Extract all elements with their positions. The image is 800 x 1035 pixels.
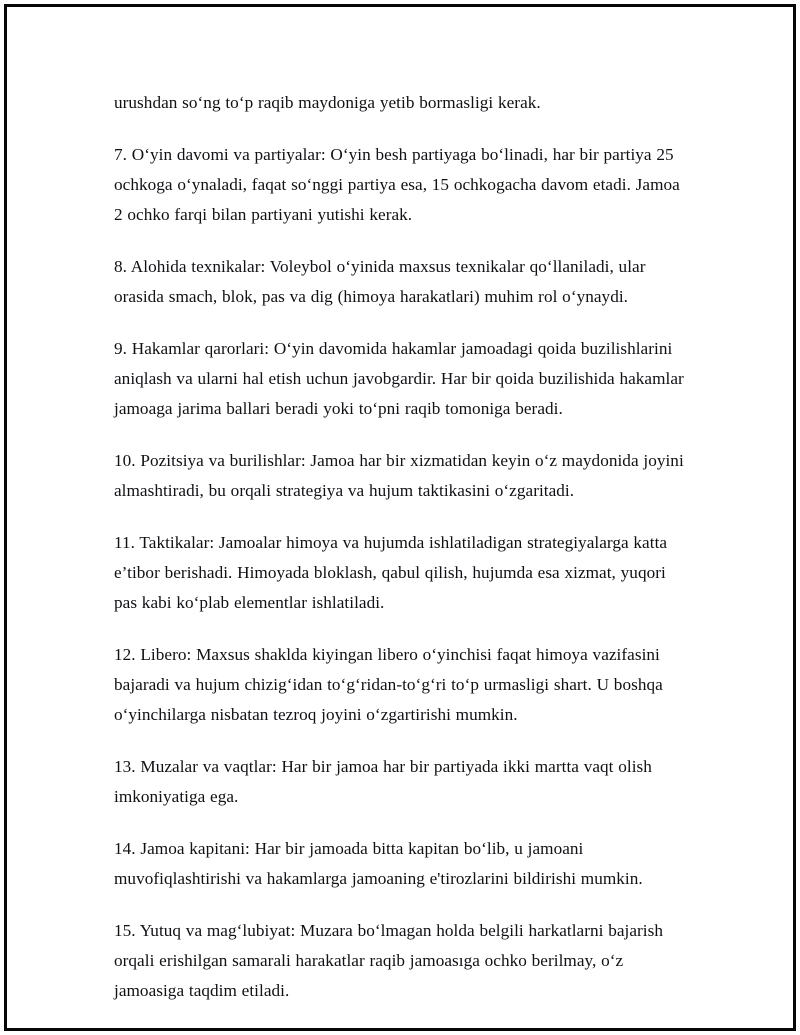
paragraph-rule-11: 11. Taktikalar: Jamoalar himoya va hujumda ishlatiladigan strategiyalarga katta e’tibor berishadi. Himoyada bloklash, qabul qilish, hujumda esa xizmat, yuqori pas kabi ko‘plab elementlar ishlatiladi. xyxy=(114,533,668,612)
paragraph-rule-15: 15. Yutuq va mag‘lubiyat: Muzara bo‘lmagan holda belgili harkatlarni bajarish orqali erishilgan samarali harakatlar raqib jamoasıga ochko berilmay, o‘z jamoasiga taqdim etiladi. xyxy=(114,921,664,1000)
paragraph-continuation-rule-6: urushdan so‘ng to‘p raqib maydoniga yetib bormasligi kerak. xyxy=(114,93,541,112)
paragraph-rule-14: 14. Jamoa kapitani: Har bir jamoada bitta kapitan bo‘lib, u jamoani muvofiqlashtirishi va hakamlarga jamoaning e'tirozlarini bildirishi mumkin. xyxy=(114,839,643,888)
paragraph-rule-8: 8. Alohida texnikalar: Voleybol o‘yinida maxsus texnikalar qo‘llaniladi, ular orasida smach, blok, pas va dig (himoya harakatlari) muhim rol o‘ynaydi. xyxy=(114,257,646,306)
paragraph-rule-13: 13. Muzalar va vaqtlar: Har bir jamoa har bir partiyada ikki martta vaqt olish imkoniyatiga ega. xyxy=(114,757,652,806)
paragraph-rule-7: 7. O‘yin davomi va partiyalar: O‘yin besh partiyaga bo‘linadi, har bir partiya 25 ochkoga o‘ynaladi, faqat so‘nggi partiya esa, 15 ochkogacha davom etadi. Jamoa 2 ochko farqi bilan partiyani yutishi kerak. xyxy=(114,145,680,224)
paragraph-rule-9: 9. Hakamlar qarorlari: O‘yin davomida hakamlar jamoadagi qoida buzilishlarini aniqlash va ularni hal etish uchun javobgardir. Har bir qoida buzilishida hakamlar jamoaga jarima ballari beradi yoki to‘pni raqib tomoniga beradi. xyxy=(114,339,684,418)
paragraph-rule-12: 12. Libero: Maxsus shaklda kiyingan libero o‘yinchisi faqat himoya vazifasini bajaradi va hujum chizig‘idan to‘g‘ridan-to‘g‘ri to‘p urmasligi shart. U boshqa o‘yinchilarga nisbatan tezroq joyini o‘zgartirishi mumkin. xyxy=(114,645,663,724)
paragraph-rule-10: 10. Pozitsiya va burilishlar: Jamoa har bir xizmatidan keyin o‘z maydonida joyini almashtiradi, bu orqali strategiya va hujum taktikasini o‘zgaritadi. xyxy=(114,451,684,500)
document-text-body xyxy=(114,88,689,1006)
